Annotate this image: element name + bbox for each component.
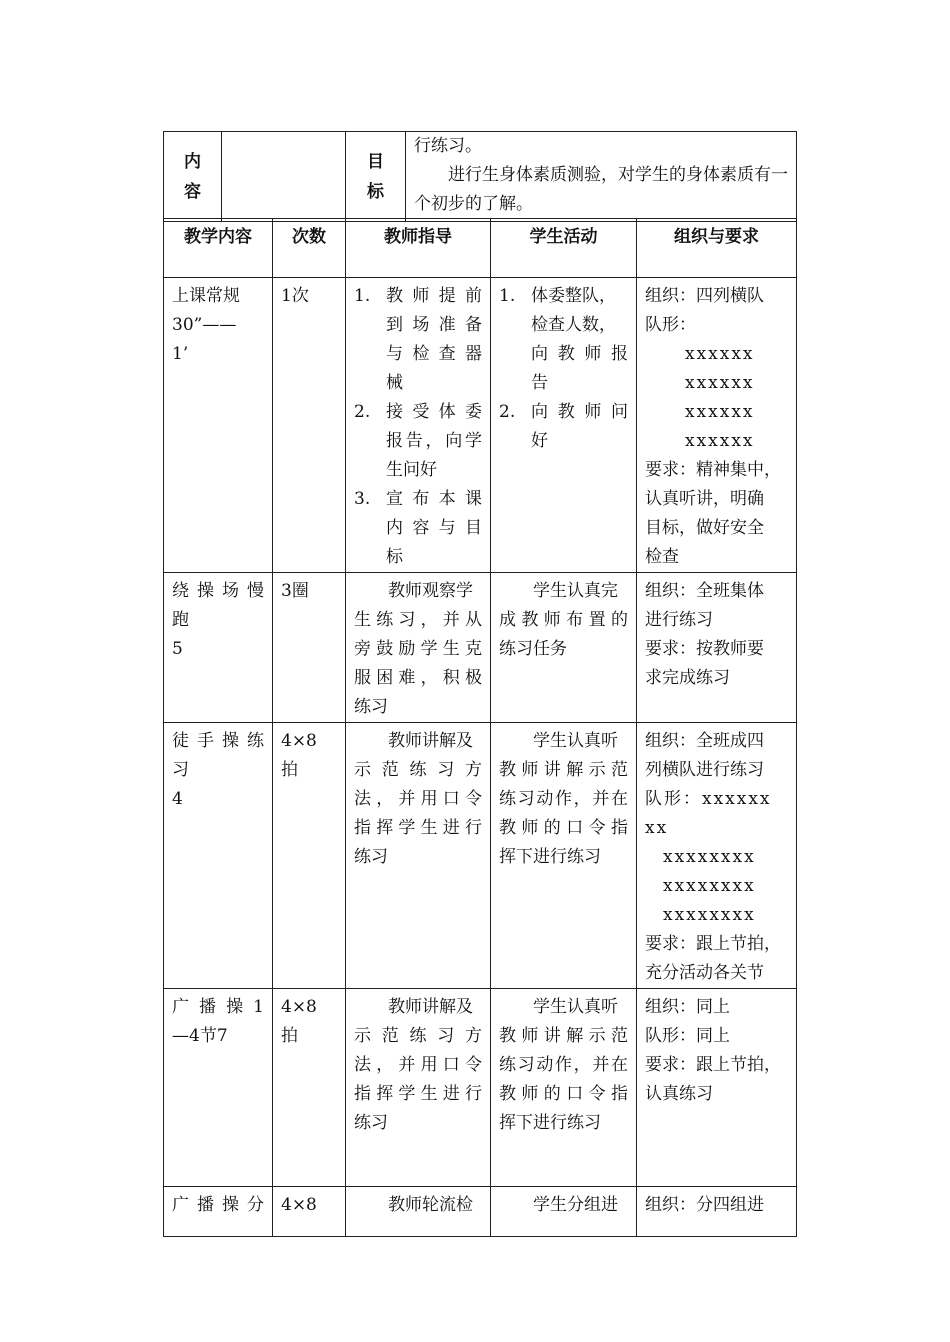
content-line: 5 [172, 639, 183, 659]
row-org [637, 573, 797, 723]
teacher-line: 法，并用口令 [354, 789, 482, 809]
formation-row: xxxxxxxx [663, 876, 756, 896]
content-label [164, 132, 222, 222]
formation-row: xxxxxxxx [663, 905, 756, 925]
content-line: 习 [172, 760, 189, 780]
content-label-char: 容 [184, 181, 201, 202]
student-line: 学生认真听 [533, 997, 618, 1017]
student-line: 教师的口令指 [499, 818, 628, 838]
org-line: 认真练习 [645, 1084, 713, 1104]
row-student [491, 1187, 637, 1237]
student-step [499, 282, 628, 398]
org-line: 组织：分四组进 [645, 1195, 764, 1215]
teacher-line: 练习 [354, 697, 388, 717]
requirement-line: 认真听讲，明确 [645, 489, 764, 509]
teacher-line: 指挥学生进行 [354, 1084, 482, 1104]
org-line: 要求：跟上节拍， [645, 1055, 781, 1075]
step-number: 2. [499, 402, 516, 422]
org-line: 进行练习 [645, 610, 713, 630]
formation-row: xx [645, 818, 669, 838]
step-line: 向教师报 [531, 344, 628, 364]
requirement-line: 目标，做好安全 [645, 518, 764, 538]
requirement-line: 要求：跟上节拍， [645, 934, 781, 954]
teacher-line: 法，并用口令 [354, 1055, 482, 1075]
content-line: —4节7 [172, 1026, 228, 1046]
requirement-line: 检查 [645, 547, 679, 567]
count-line: 4×8 [281, 997, 317, 1017]
row-count [273, 989, 346, 1187]
table-row [164, 1187, 797, 1237]
header-teacher: 教师指导 [346, 219, 491, 278]
student-line: 挥下进行练习 [499, 847, 601, 867]
org-line: 组织：全班集体 [645, 581, 764, 601]
teacher-line: 示范练习方 [354, 760, 482, 780]
formation-row: xxxxxxxx [663, 847, 756, 867]
content-line: 广播操分 [172, 1195, 264, 1215]
org-line: 要求：按教师要 [645, 639, 764, 659]
table-row [164, 989, 797, 1187]
org-line: 组织：同上 [645, 997, 730, 1017]
org-line: 队形：同上 [645, 1026, 730, 1046]
content-line: 上课常规 [172, 286, 240, 306]
header-student: 学生活动 [491, 219, 637, 278]
row-org [637, 723, 797, 989]
teacher-line: 练习 [354, 847, 388, 867]
row-student [491, 989, 637, 1187]
row-teacher [346, 573, 491, 723]
formation-label: 队形： [645, 315, 696, 335]
student-line: 成教师布置的 [499, 610, 628, 630]
goal-label [346, 132, 406, 222]
header-org: 组织与要求 [637, 219, 797, 278]
table-row [164, 723, 797, 989]
teacher-step [354, 282, 482, 398]
step-number: 3. [354, 489, 371, 509]
teacher-line: 练习 [354, 1113, 388, 1133]
student-step [499, 398, 628, 456]
teacher-step [354, 398, 482, 485]
lesson-plan-table [163, 218, 797, 1237]
row-count: 4×8 [273, 1187, 346, 1237]
table-row [164, 573, 797, 723]
step-line: 内容与目 [386, 518, 482, 538]
student-line: 学生认真完 [533, 581, 618, 601]
row-content [164, 573, 273, 723]
formation-row: xxxxxx [685, 373, 755, 393]
student-line: 教师讲解示范 [499, 760, 628, 780]
count-line: 拍 [281, 760, 298, 780]
content-line: 绕操场慢 [172, 581, 264, 601]
step-line: 械 [386, 373, 403, 393]
goal-text-paragraph: 进行生身体素质测验，对学生的身体素质有一个初步的了解。 [414, 165, 788, 214]
student-line: 教师的口令指 [499, 1084, 628, 1104]
org-line: 求完成练习 [645, 668, 730, 688]
count-line: 拍 [281, 1026, 298, 1046]
step-line: 体委整队， [531, 286, 616, 306]
header-content: 教学内容 [164, 219, 273, 278]
row-teacher [346, 723, 491, 989]
teacher-line: 教师讲解及 [388, 997, 473, 1017]
formation-row: xxxxxx [685, 344, 755, 364]
row-teacher [346, 1187, 491, 1237]
content-line: 30”—— [172, 315, 237, 335]
step-line: 好 [531, 431, 548, 451]
formation-row: xxxxxx [685, 402, 755, 422]
content-line: 跑 [172, 610, 189, 630]
student-line: 练习动作，并在 [499, 789, 628, 809]
goal-label-char: 目 [367, 151, 384, 172]
student-line: 练习任务 [499, 639, 567, 659]
goal-text [406, 132, 797, 222]
step-line: 接受体委 [386, 402, 482, 422]
content-line: 徒手操练 [172, 731, 264, 751]
step-line: 与检查器 [386, 344, 482, 364]
student-line: 练习动作，并在 [499, 1055, 628, 1075]
row-content [164, 723, 273, 989]
requirement-line: 充分活动各关节 [645, 963, 764, 983]
row-count: 3圈 [273, 573, 346, 723]
table-row [164, 278, 797, 573]
teacher-line: 教师轮流检 [388, 1195, 473, 1215]
student-line: 教师讲解示范 [499, 1026, 628, 1046]
row-content [164, 989, 273, 1187]
teacher-line: 示范练习方 [354, 1026, 482, 1046]
org-line: 组织：四列横队 [645, 286, 764, 306]
goal-label-char: 标 [367, 181, 384, 202]
count-line: 4×8 [281, 731, 317, 751]
formation-row: xxxxxx [685, 431, 755, 451]
step-line: 教师提前 [386, 286, 482, 306]
row-content [164, 278, 273, 573]
requirement-line: 要求：精神集中， [645, 460, 781, 480]
teacher-line: 生练习，并从 [354, 610, 482, 630]
teacher-line: 旁鼓励学生克 [354, 639, 482, 659]
row-org [637, 278, 797, 573]
teacher-line: 教师讲解及 [388, 731, 473, 751]
student-line: 学生认真听 [533, 731, 618, 751]
row-student [491, 278, 637, 573]
goal-text-line: 行练习。 [414, 136, 482, 156]
step-line: 告 [531, 373, 548, 393]
row-content [164, 1187, 273, 1237]
step-number: 1. [499, 286, 516, 306]
header-count: 次数 [273, 219, 346, 278]
step-line: 生问好 [386, 460, 437, 480]
formation-label: 队形：xxxxxx [645, 789, 772, 809]
teacher-line: 指挥学生进行 [354, 818, 482, 838]
content-empty-cell [222, 132, 346, 222]
org-line: 组织：全班成四 [645, 731, 764, 751]
teacher-line: 服困难，积极 [354, 668, 482, 688]
student-line: 挥下进行练习 [499, 1113, 601, 1133]
row-teacher [346, 278, 491, 573]
content-line: 1’ [172, 344, 189, 364]
row-student [491, 573, 637, 723]
step-line: 报告，向学 [386, 431, 482, 451]
step-line: 到场准备 [386, 315, 482, 335]
step-line: 宣布本课 [386, 489, 482, 509]
step-number: 2. [354, 402, 371, 422]
teacher-step [354, 485, 482, 572]
step-line: 检查人数， [531, 315, 616, 335]
lesson-header-table [163, 131, 797, 222]
teacher-line: 教师观察学 [388, 581, 473, 601]
step-line: 标 [386, 547, 403, 567]
row-org [637, 989, 797, 1187]
row-count [273, 723, 346, 989]
org-line: 列横队进行练习 [645, 760, 764, 780]
row-student [491, 723, 637, 989]
row-org [637, 1187, 797, 1237]
step-line: 向教师问 [531, 402, 628, 422]
student-line: 学生分组进 [533, 1195, 618, 1215]
table-header-row [164, 219, 797, 278]
row-teacher [346, 989, 491, 1187]
content-line: 4 [172, 789, 183, 809]
row-count: 1次 [273, 278, 346, 573]
content-label-char: 内 [184, 151, 201, 172]
content-line: 广播操1 [172, 997, 264, 1017]
step-number: 1. [354, 286, 371, 306]
